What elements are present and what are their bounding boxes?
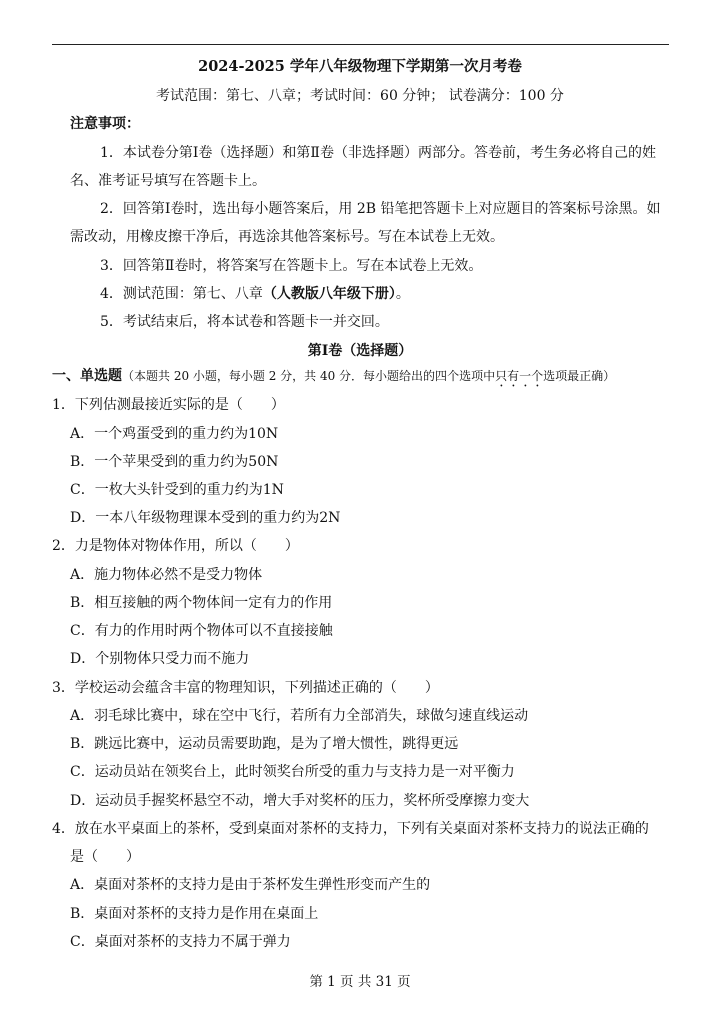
question-4-stem: 4．放在水平桌面上的茶杯，受到桌面对茶杯的支持力，下列有关桌面对茶杯支持力的说法正确的 bbox=[52, 821, 649, 837]
question-2-option-d: D．个别物体只受力而不施力 bbox=[70, 651, 250, 667]
notice-item-5: 5．考试结束后，将本试卷和答题卡一并交回。 bbox=[100, 314, 389, 330]
question-3-stem: 3．学校运动会蕴含丰富的物理知识，下列描述正确的（ ） bbox=[52, 680, 439, 696]
question-2-option-a: A．施力物体必然不是受力物体 bbox=[70, 567, 263, 583]
notice-item-2-cont: 需改动，用橡皮擦干净后，再选涂其他答案标号。写在本试卷上无效。 bbox=[70, 229, 504, 245]
exam-title: 2024-2025 学年八年级物理下学期第一次月考卷 bbox=[198, 58, 522, 75]
part-heading bbox=[52, 366, 615, 390]
question-1-stem: 1．下列估测最接近实际的是（ ） bbox=[52, 397, 285, 413]
notice-item-4-text: 4．测试范围：第七、八章 bbox=[100, 286, 263, 302]
section-title: 第Ⅰ卷（选择题） bbox=[307, 343, 413, 359]
question-3-option-b: B．跳远比赛中，运动员需要助跑，是为了增大惯性，跳得更远 bbox=[70, 736, 459, 752]
question-4-stem-cont: 是（ ） bbox=[70, 849, 140, 865]
part-desc-end: 选项最正确） bbox=[543, 369, 616, 383]
question-3-option-c: C．运动员站在领奖台上，此时领奖台所受的重力与支持力是一对平衡力 bbox=[70, 764, 515, 780]
notice-item-2: 2．回答第Ⅰ卷时，选出每小题答案后，用 2B 铅笔把答题卡上对应题目的答案标号涂黑。如 bbox=[100, 201, 661, 217]
header-rule bbox=[52, 44, 669, 45]
question-3-option-d: D．运动员手握奖杯悬空不动，增大手对奖杯的压力，奖杯所受摩擦力变大 bbox=[70, 793, 530, 809]
question-1-option-a: A．一个鸡蛋受到的重力约为10N bbox=[70, 426, 279, 442]
notice-item-4 bbox=[100, 284, 410, 304]
part-label: 一、单选题 bbox=[52, 368, 122, 384]
notice-heading: 注意事项： bbox=[70, 116, 140, 132]
question-2-stem: 2．力是物体对物体作用，所以（ ） bbox=[52, 538, 299, 554]
notice-item-4-end: 。 bbox=[395, 286, 410, 302]
question-1-option-c: C．一枚大头针受到的重力约为1N bbox=[70, 482, 284, 498]
part-desc: （本题共 20 小题，每小题 2 分，共 40 分．每小题给出的四个选项中 bbox=[122, 369, 496, 383]
question-3-option-a: A．羽毛球比赛中，球在空中飞行，若所有力全部消失，球做匀速直线运动 bbox=[70, 708, 529, 724]
notice-item-1: 1．本试卷分第Ⅰ卷（选择题）和第Ⅱ卷（非选择题）两部分。答卷前，考生务必将自己的姓 bbox=[100, 145, 656, 161]
exam-meta: 考试范围：第七、八章；考试时间：60 分钟； 试卷满分：100 分 bbox=[156, 88, 564, 104]
page-footer: 第 1 页 共 31 页 bbox=[309, 974, 411, 990]
question-4-option-a: A．桌面对茶杯的支持力是由于茶杯发生弹性形变而产生的 bbox=[70, 877, 431, 893]
question-1-option-d: D．一本八年级物理课本受到的重力约为2N bbox=[70, 510, 341, 526]
notice-item-4-edition: （人教版八年级下册） bbox=[262, 286, 396, 302]
part-desc-emphasis: 只有一个 bbox=[495, 369, 544, 383]
notice-item-3: 3．回答第Ⅱ卷时，将答案写在答题卡上。写在本试卷上无效。 bbox=[100, 258, 483, 274]
notice-item-1-cont: 名、准考证号填写在答题卡上。 bbox=[70, 173, 266, 189]
question-1-option-b: B．一个苹果受到的重力约为50N bbox=[70, 454, 279, 470]
question-4-option-b: B．桌面对茶杯的支持力是作用在桌面上 bbox=[70, 906, 319, 922]
question-2-option-b: B．相互接触的两个物体间一定有力的作用 bbox=[70, 595, 333, 611]
question-4-option-c: C．桌面对茶杯的支持力不属于弹力 bbox=[70, 934, 291, 950]
question-2-option-c: C．有力的作用时两个物体可以不直接接触 bbox=[70, 623, 333, 639]
